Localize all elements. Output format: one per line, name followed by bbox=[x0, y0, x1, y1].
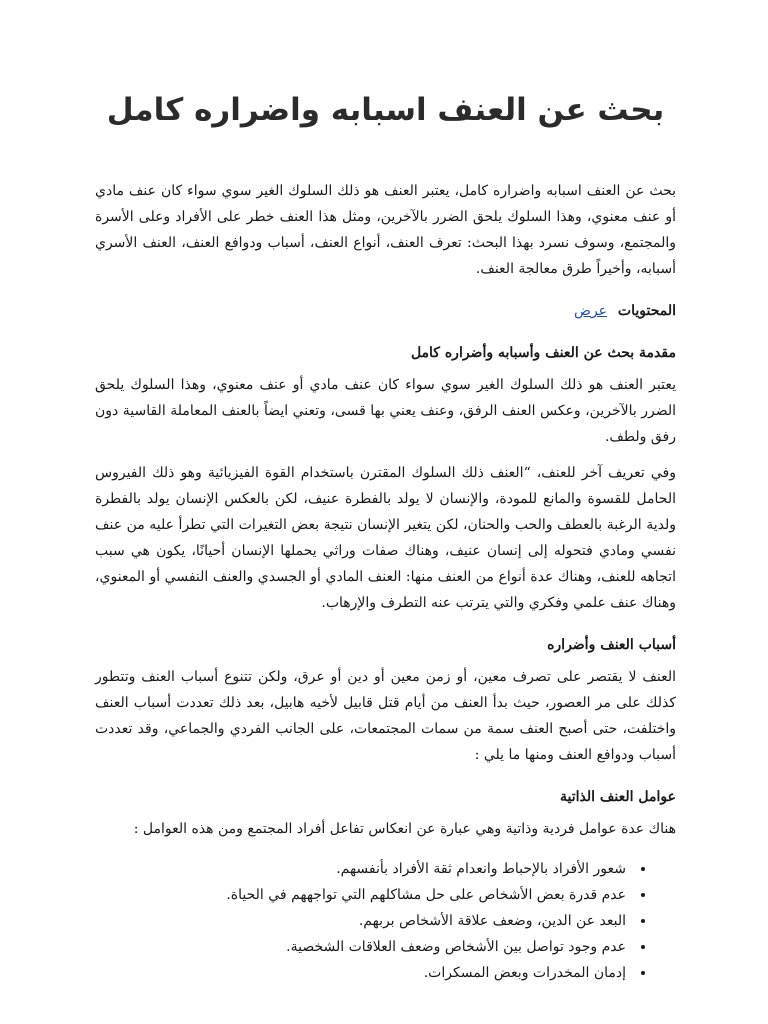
page-title: بحث عن العنف اسبابه واضراره كامل bbox=[106, 92, 665, 128]
list-item: • شعور الأفراد بالإحباط وانعدام ثقة الأفراد بأنفسهم. bbox=[95, 856, 630, 882]
self-factors-paragraph: هناك عدة عوامل فردية وذاتية وهي عبارة عن انعكاس تفاعل أفراد المجتمع ومن هذه العوامل : bbox=[133, 821, 676, 837]
section-heading-causes: أسباب العنف وأضراره bbox=[547, 637, 676, 653]
intro-paragraph-2: وفي تعريف آخر للعنف، “العنف ذلك السلوك المقترن باستخدام القوة الفيزيائية وهو ذلك الفيروس الحامل للقسوة والمانع للمودة، والإنسان لا يولد بالفطرة عنيف، لكن بالعكس الإنسان يولد بالفطرة ولدية الرغبة بالعطف والحب والحنان، لكن يتغير الإنسان نتيجة بعض التغيرات التي تطرأ عليه من عنف نفسي ومادي فتحوله إلى إنسان عنيف، وهناك صفات وراثي يحملها الإنسان أحيانًا، يكون هي سبب اتجاهه للعنف، وهناك عدة أنواع من العنف منها: العنف المادي أو الجسدي والعنف النفسي أو المعنوي، وهناك عنف علمي وفكري والتي يترتب عنه التطرف والإرهاب. bbox=[95, 465, 676, 611]
factors-list bbox=[95, 856, 676, 986]
intro-paragraph-1: يعتبر العنف هو ذلك السلوك الغير سوي سواء كان عنف مادي أو عنف معنوي، وهذا السلوك يلحق الضرر بالآخرين، وعكس العنف الرفق، وعنف يعني بها قسى، وتعني ايضاً بالعنف المعاملة القاسية دون رفق ولطف. bbox=[95, 377, 676, 445]
section-heading-intro: مقدمة بحث عن العنف وأسبابه وأضراره كامل bbox=[410, 345, 676, 361]
table-of-contents bbox=[95, 298, 676, 324]
section-heading-self-factors: عوامل العنف الذاتية bbox=[560, 789, 676, 805]
causes-paragraph: العنف لا يقتصر على تصرف معين، أو زمن معين أو دين أو عرق، ولكن تتنوع أسباب العنف وتتطور كذلك على مر العصور، حيث بدأ العنف من أيام قتل قابيل لأخيه هابيل، بعد ذلك تعددت أسباب العنف واختلفت، حتى أصبح العنف سمة من سمات المجتمعات، على الجانب الفردي والجماعي، وقد تعددت أسباب ودوافع العنف ومنها ما يلي : bbox=[95, 669, 676, 763]
list-item: • عدم قدرة بعض الأشخاص على حل مشاكلهم التي تواجههم في الحياة. bbox=[95, 882, 630, 908]
toc-show-link[interactable]: عرض bbox=[574, 303, 608, 319]
list-item: • البعد عن الدين، وضعف علاقة الأشخاص بربهم. bbox=[95, 908, 630, 934]
toc-label: المحتويات bbox=[617, 303, 676, 319]
list-item: • إدمان المخدرات وبعض المسكرات. bbox=[95, 960, 630, 986]
intro-paragraph: بحث عن العنف اسبابه واضراره كامل، يعتبر العنف هو ذلك السلوك الغير سوي سواء كان عنف مادي أو عنف معنوي، وهذا السلوك يلحق الضرر بالآخرين، ومثل هذا العنف خطر على الأفراد وعلى الأسرة والمجتمع، وسوف نسرد بهذا البحث: تعرف العنف، أنواع العنف، أسباب ودوافع العنف، العنف الأسري أسبابه، وأخيراً طرق معالجة العنف. bbox=[95, 183, 676, 277]
list-item: • عدم وجود تواصل بين الأشخاص وضعف العلاقات الشخصية. bbox=[95, 934, 630, 960]
